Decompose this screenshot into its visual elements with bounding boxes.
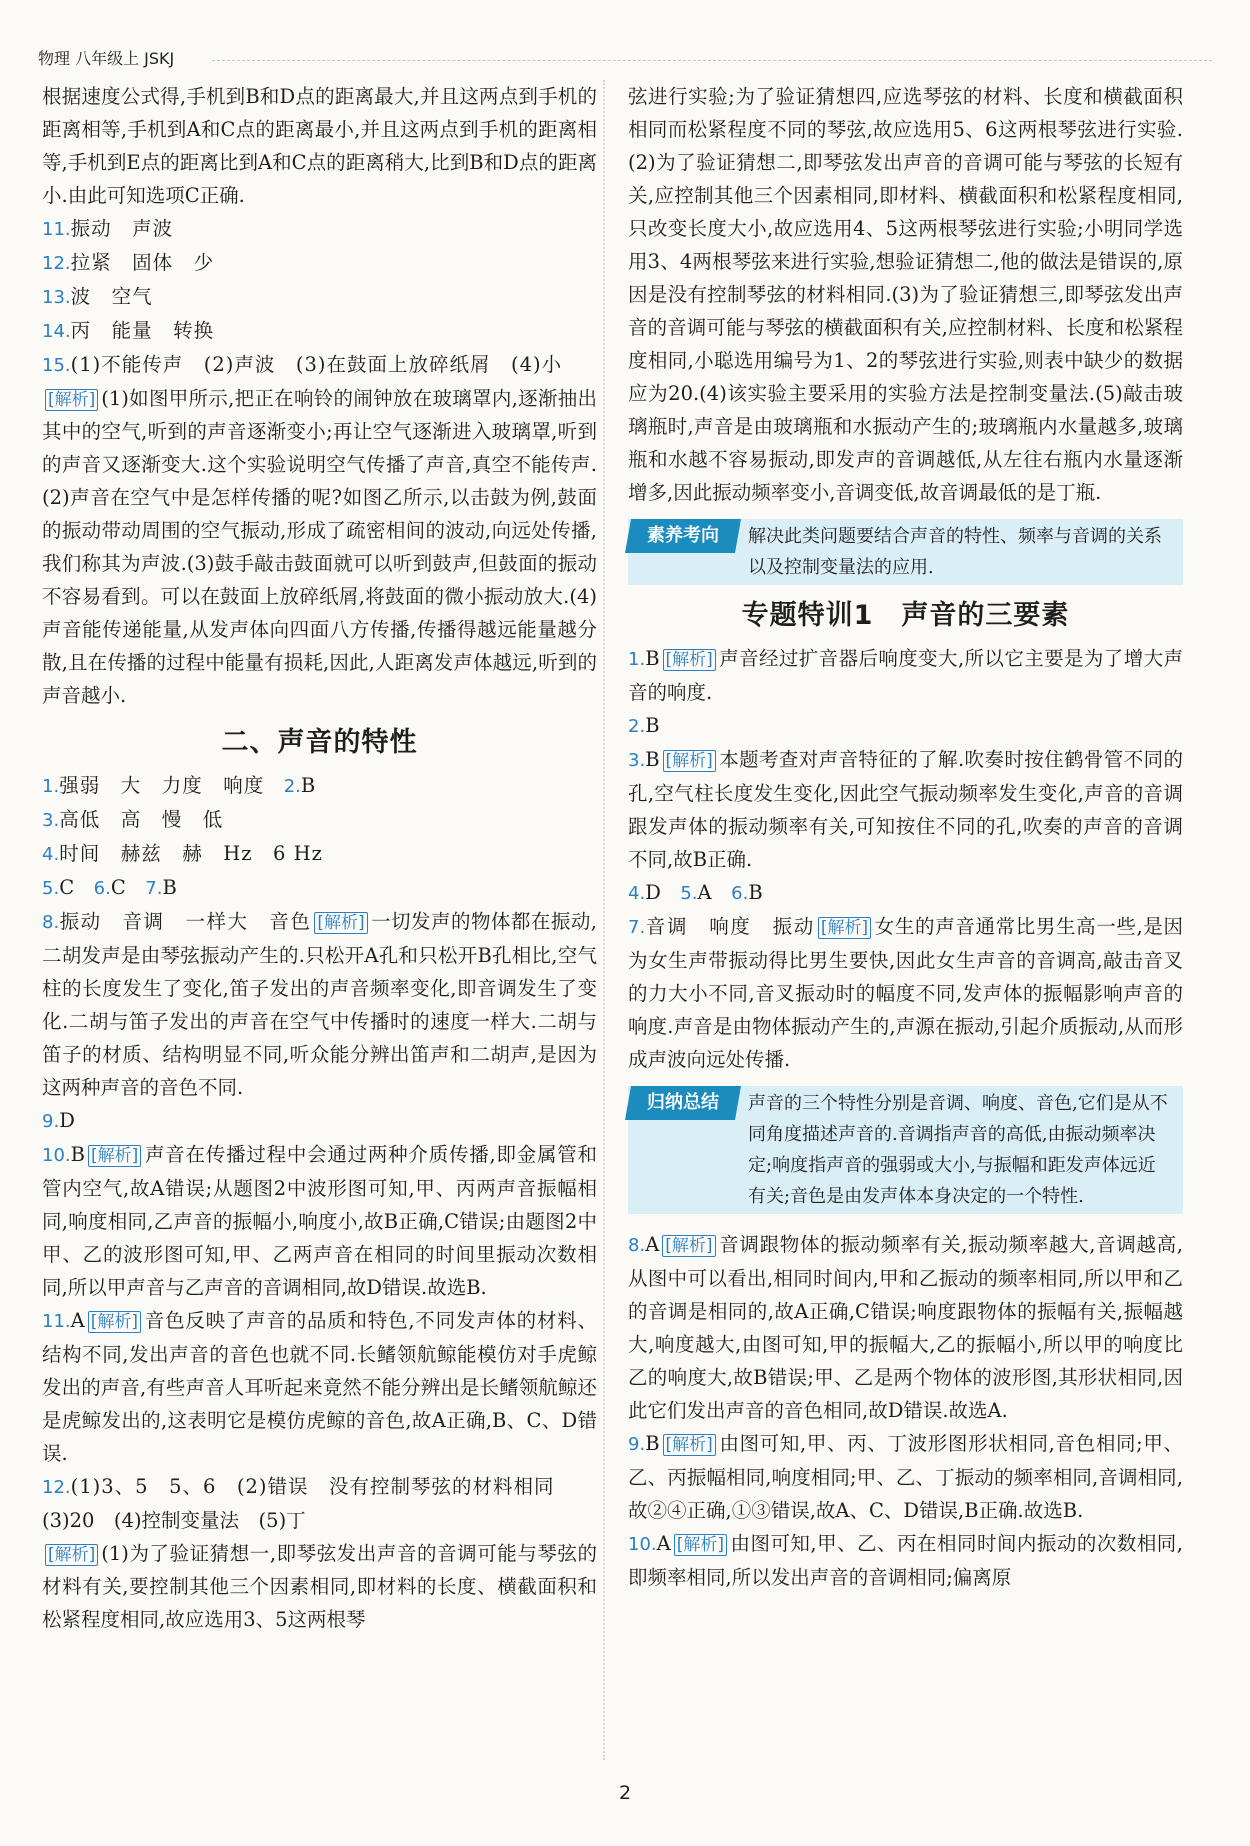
analysis-tag: [解析]	[674, 1534, 727, 1556]
analysis-tag: [解析]	[663, 649, 716, 671]
answer-12: 12.拉紧 固体 少	[42, 251, 215, 274]
t-answer-7: 7.音调 响度 振动 [解析] 女生的声音通常比男生高一些,是因为女生声带振动得比男生要快,因此女生声音的音调高,敲击音叉的力大小不同,音叉振动时的幅度不同,发声体的振幅影响声音的响度.声音是由物体振动产生的,声源在振动,引起介质振动,从而形成声波向远处传播.	[628, 915, 1183, 1071]
t-answer-2: 2.B	[628, 714, 660, 737]
column-divider	[603, 80, 605, 1760]
t-answer-3: 3.B [解析] 本题考查对声音特征的了解.吹奏时按住鹤骨管不同的孔,空气柱长度发生变化,因此空气振动频率发生变化,声音的音调跟发声体的振动频率有关,可知按住不同的孔,吹奏的声音的音调不同,故B正确.	[628, 748, 1183, 871]
analysis-tag: [解析]	[45, 1544, 98, 1566]
analysis-tag: [解析]	[45, 389, 98, 411]
box-label: 素养考向	[625, 519, 741, 553]
analysis-15: [解析] (1)如图甲所示,把正在响铃的闹钟放在玻璃罩内,逐渐抽出其中的空气,听到的声音逐渐变小;再让空气逐渐进入玻璃罩,听到的声音又逐渐变大.这个实验说明空气传播了声音,真空不能传声.(2)声音在空气中是怎样传播的呢?如图乙所示,以击鼓为例,鼓面的振动带动周围的空气振动,形成了疏密相间的波动,向远处传播,我们称其为声波.(3)鼓手敲击鼓面就可以听到鼓声,但鼓面的振动不容易看到。可以在鼓面上放碎纸屑,将鼓面的微小振动放大.(4)声音能传递能量,从发声体向四面八方传播,传播得越远能量越分散,且在传播的过程中能量有损耗,因此,人距离发声体越远,听到的声音越小.	[42, 387, 597, 707]
left-column	[42, 80, 597, 1636]
intro-paragraph: 根据速度公式得,手机到B和D点的距离最大,并且这两点到手机的距离相等,手机到A和C点的距离最小,并且这两点到手机的距离相等,手机到E点的距离比到A和C点的距离稍大,比到B和D点的距离小.由此可知选项C正确.	[42, 85, 597, 207]
section-title-special: 专题特训1 声音的三要素	[741, 600, 1070, 631]
analysis-tag: [解析]	[663, 1434, 716, 1456]
analysis-tag: [解析]	[663, 750, 716, 772]
analysis-tag: [解析]	[662, 1235, 715, 1257]
answer-13: 13.波 空气	[42, 285, 153, 308]
s2-answer-10: 10.B [解析] 声音在传播过程中会通过两种介质传播,即金属管和管内空气,故A错误;从题图2中波形图可知,甲、丙两声音振幅相同,响度相同,乙声音的振幅小,响度小,故B正确,C错误;由题图2中甲、乙的波形图可知,甲、乙两声音在相同的时间里振动次数相同,所以甲声音与乙声音的音调相同,故D错误.故选B.	[42, 1143, 597, 1299]
section-title-2: 二、声音的特性	[221, 727, 418, 758]
summary-box: 归纳总结 声音的三个特性分别是音调、响度、音色,它们是从不同角度描述声音的.音调指声音的高低,由振动频率决定;响度指声音的强弱或大小,与振幅和距发声体远近有关;音色是由发声体本身决定的一个特性.	[628, 1086, 1183, 1214]
right-column	[628, 80, 1183, 1594]
page-header: 物理 八年级上 JSKJ	[38, 49, 175, 68]
s2-answer-9: 9.D	[42, 1109, 75, 1132]
header-divider	[212, 60, 1212, 61]
answer-15: 15.(1)不能传声 (2)声波 (3)在鼓面上放碎纸屑 (4)小	[42, 353, 563, 376]
analysis-12: [解析] (1)为了验证猜想一,即琴弦发出声音的音调可能与琴弦的材料有关,要控制其他三个因素相同,即材料的长度、横截面积和松紧程度相同,故应选用3、5这两根琴	[42, 1542, 597, 1631]
t-answer-4: 4.D 5.A 6.B	[628, 881, 763, 904]
t-answer-9: 9.B [解析] 由图可知,甲、丙、丁波形图形状相同,音色相同;甲、乙、丙振幅相同,响度相同;甲、乙、丁振动的频率相同,音调相同,故②④正确,①③错误,故A、C、D错误,B正确.故选B.	[628, 1432, 1183, 1522]
t-answer-10: 10.A [解析] 由图可知,甲、乙、丙在相同时间内振动的次数相同,即频率相同,所以发出声音的音调相同;偏离原	[628, 1532, 1183, 1589]
t-answer-8: 8.A [解析] 音调跟物体的振动频率有关,振动频率越大,音调越高,从图中可以看出,相同时间内,甲和乙振动的频率相同,所以甲和乙的音调是相同的,故A正确,C错误;响度跟物体的振幅有关,振幅越大,响度越大,由图可知,甲的振幅大,乙的振幅小,所以甲的响度比乙的响度大,故B错误;甲、乙是两个物体的波形图,其形状相同,因此它们发出声音的音色相同,故D错误.故选A.	[628, 1233, 1183, 1422]
s2-answer-4: 4.时间 赫兹 赫 Hz 6 Hz	[42, 842, 323, 865]
analysis-12-cont: 弦进行实验;为了验证猜想四,应选琴弦的材料、长度和横截面积相同而松紧程度不同的琴弦,故应选用5、6这两根琴弦进行实验.(2)为了验证猜想二,即琴弦发出声音的音调可能与琴弦的长短有关,应控制其他三个因素相同,即材料、横截面积和松紧程度相同,只改变长度大小,故应选用4、5这两根琴弦进行实验;小明同学选用3、4两根琴弦来进行实验,想验证猜想二,他的做法是错误的,原因是没有控制琴弦的材料相同.(3)为了验证猜想三,即琴弦发出声音的音调可能与琴弦的横截面积有关,应控制材料、长度和松紧程度相同,小聪选用编号为1、2的琴弦进行实验,则表中缺少的数据应为20.(4)该实验主要采用的实验方法是控制变量法.(5)敲击玻璃瓶时,声音是由玻璃瓶和水振动产生的;玻璃瓶内水量越多,玻璃瓶和水越不容易振动,即发声的音调越低,从左往右瓶内水量逐渐增多,因此振动频率变小,音调变低,故音调最低的是丁瓶.	[628, 85, 1183, 504]
answer-11: 11.振动 声波	[42, 217, 174, 240]
s2-answer-8: 8.振动 音调 一样大 音色 [解析] 一切发声的物体都在振动,二胡发声是由琴弦振动产生的.只松开A孔和只松开B孔相比,空气柱的长度发生了变化,笛子发出的声音频率变化,即音调发生了变化.二胡与笛子发出的声音在空气中传播时的速度一样大.二胡与笛子的材质、结构明显不同,听众能分辨出笛声和二胡声,是因为这两种声音的音色不同.	[42, 910, 597, 1099]
literacy-box: 素养考向 解决此类问题要结合声音的特性、频率与音调的关系以及控制变量法的应用.	[628, 519, 1183, 585]
analysis-tag: [解析]	[818, 917, 871, 939]
s2-answer-5: 5.C 6.C 7.B	[42, 876, 177, 899]
t-answer-1: 1.B [解析] 声音经过扩音器后响度变大,所以它主要是为了增大声音的响度.	[628, 647, 1183, 704]
page-number: 2	[618, 1782, 632, 1804]
s2-answer-1: 1.强弱 大 力度 响度 2.B	[42, 774, 316, 797]
s2-answer-12b: (3)20 (4)控制变量法 (5)丁	[42, 1509, 306, 1532]
analysis-tag: [解析]	[314, 912, 367, 934]
analysis-tag: [解析]	[88, 1311, 141, 1333]
s2-answer-3: 3.高低 高 慢 低	[42, 808, 224, 831]
analysis-tag: [解析]	[88, 1145, 141, 1167]
s2-answer-12: 12.(1)3、5 5、6 (2)错误 没有控制琴弦的材料相同	[42, 1475, 555, 1498]
box-label: 归纳总结	[625, 1086, 741, 1120]
answer-14: 14.丙 能量 转换	[42, 319, 215, 342]
s2-answer-11: 11.A [解析] 音色反映了声音的品质和特色,不同发声体的材料、结构不同,发出声音的音色也就不同.长鳍领航鲸能模仿对手虎鲸发出的声音,有些声音人耳听起来竟然不能分辨出是长鳍领航鲸还是虎鲸发出的,这表明它是模仿虎鲸的音色,故A正确,B、C、D错误.	[42, 1309, 597, 1465]
